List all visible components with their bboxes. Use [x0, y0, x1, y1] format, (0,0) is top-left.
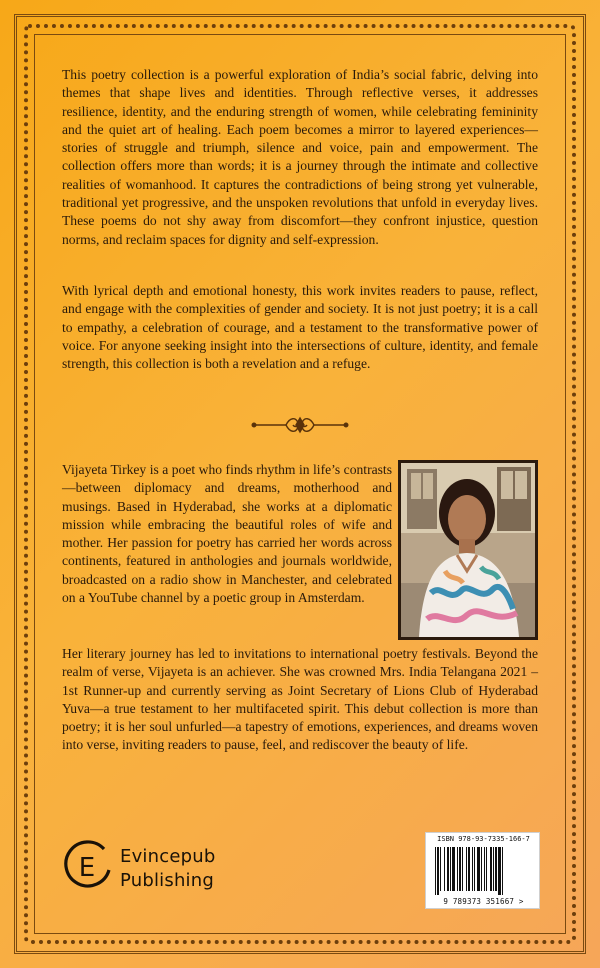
barcode-bar [477, 847, 480, 891]
barcode-bar [481, 847, 482, 891]
isbn-barcode [425, 832, 540, 909]
author-bio-1: Vijayeta Tirkey is a poet who finds rhythm in life’s contrasts—between diplomacy and dreams, motherhood and musings. Based in Hyderabad, she works at a diplomatic mission while embracing the beautiful roles of wife and mother. Her passion for poetry has carried her words across continents, featured in anthologies and journals worldwide, broadcasted on a radio show in Manchester, and celebrated on a YouTube channel by a poetic group in Amsterdam. [62, 462, 392, 606]
blurb-paragraph-1: This poetry collection is a powerful exploration of India’s social fabric, delving into themes that shape lives and identities. Through reflective verses, it addresses resilience, identity, and the enduring strength of women, while celebrating femininity and the quiet art of healing. Each poem becomes a mirror to layered experiences—stories of struggle and triumph, silence and voice, pain and empowerment. The collection offers more than words; it is a journey through the intimate and collective realities of womanhood. It captures the contradictions of being strong yet vulnerable, traditional yet progressive, and the unspoken revolutions that unfold in everyday lives. These poems do not shy away from discomfort—they confront injustice, question norms, and reclaim spaces for dignity and self-expression. [62, 67, 538, 247]
barcode-bar [493, 847, 494, 891]
flourish-divider-icon [250, 412, 350, 438]
barcode-bar [444, 847, 445, 891]
isbn-label: ISBN 978-93-7335-166-7 [437, 835, 530, 843]
publisher-subtitle: Publishing [120, 870, 214, 891]
barcode-bar [498, 847, 501, 895]
barcode-bar [462, 847, 463, 891]
barcode-digits: 9 789373 351667 > [443, 897, 524, 906]
publisher-logo-icon [60, 840, 114, 894]
barcode-bar [486, 847, 487, 891]
barcode-bar [450, 847, 451, 891]
barcode-bar [468, 847, 470, 891]
barcode-bar [447, 847, 449, 891]
barcode-bar [502, 847, 503, 895]
author-portrait-image [401, 463, 535, 637]
barcode-bar [472, 847, 473, 891]
barcode-bar [495, 847, 497, 891]
publisher-name: Evincepub [120, 846, 216, 867]
barcode-bar [440, 847, 441, 891]
barcode-bar [457, 847, 458, 891]
barcode-bar [435, 847, 436, 895]
publisher-logo [60, 836, 240, 906]
barcode-bars [427, 845, 540, 895]
barcode-bar [466, 847, 467, 891]
logo-letter: E [78, 853, 96, 883]
barcode-bar [437, 847, 439, 895]
barcode-bar [490, 847, 492, 891]
author-photo [398, 460, 538, 640]
blurb-paragraph-2: With lyrical depth and emotional honesty, this work invites readers to pause, reflect, and engage with the complexities of gender and society. It is not just poetry; it is a call to empathy, a celebration of courage, and a testament to the transformative power of voice. For anyone seeking insight into the intersections of culture, identity, and female strength, this collection is both a revelation and a refuge. [62, 283, 538, 372]
author-bio-2: Her literary journey has led to invitations to international poetry festivals. Beyond the realm of verse, Vijayeta is an achiever. She was crowned Mrs. India Telangana 2021 – 1st Runner-up and currently serving as Joint Secretary of Lions Club of Hyderabad Yuva—a true testament to her multifaceted spirit. This debut collection is more than poetry; it is her soul unfurled—a tapestry of emotions, experiences, and dreams woven into verse, inviting readers to pause, feel, and rediscover the beauty of life. [62, 646, 538, 753]
barcode-bar [474, 847, 475, 891]
barcode-bar [484, 847, 485, 891]
barcode-bar [452, 847, 455, 891]
barcode-bar [459, 847, 461, 891]
